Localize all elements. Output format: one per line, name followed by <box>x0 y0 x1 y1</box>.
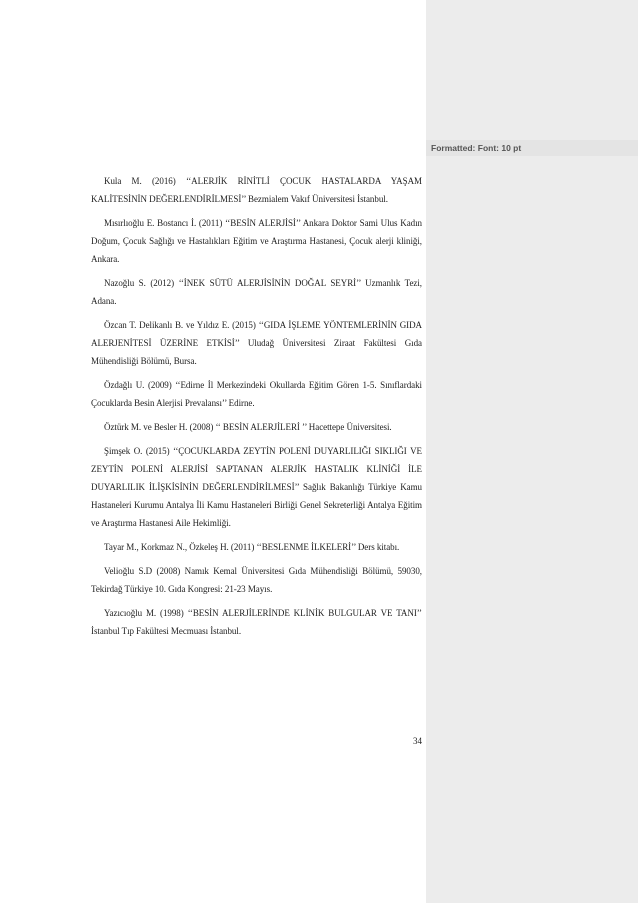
reference-entry: Şimşek O. (2015) ‘‘ÇOCUKLARDA ZEYTİN POLENİ DUYARLILIĞI SIKLIĞI VE ZEYTİN POLENİ ALERJİSİ SAPTANAN ALERJİK HASTALIK KLİNİĞİ İLE DUYARLILIK İLİŞKİSİNİN DEĞERLENDİRİLMESİ’’ Sağlık Bakanlığı Türkiye Kamu Hastaneleri Kurumu Antalya İli Kamu Hastaneleri Birliği Genel Sekreterliği Antalya Eğitim ve Araştırma Hastanesi Aile Hekimliği. <box>91 446 422 528</box>
reference-entry: Özcan T. Delikanlı B. ve Yıldız E. (2015) ‘‘GIDA İŞLEME YÖNTEMLERİNİN GIDA ALERJENİTESİ ÜZERİNE ETKİSİ’’ Uludağ Üniversitesi Ziraat Fakültesi Gıda Mühendisliği Bölümü, Bursa. <box>91 320 422 366</box>
reference-entry: Tayar M., Korkmaz N., Özkeleş H. (2011) ‘‘BESLENME İLKELERİ’’ Ders kitabı. <box>104 542 400 552</box>
reference-entry: Nazoğlu S. (2012) ‘‘İNEK SÜTÜ ALERJİSİNİN DOĞAL SEYRİ’’ Uzmanlık Tezi, Adana. <box>91 278 422 306</box>
formatting-balloon-label: Formatted: Font: 10 pt <box>431 143 522 153</box>
comment-pane <box>426 0 638 903</box>
reference-entry: Mısırlıoğlu E. Bostancı İ. (2011) ‘‘BESİN ALERJİSİ’’ Ankara Doktor Sami Ulus Kadın Doğum, Çocuk Sağlığı ve Hastalıkları Eğitim ve Araştırma Hastanesi, Çocuk alerji kliniği, Ankara. <box>91 218 422 264</box>
page-number: 34 <box>413 736 422 746</box>
reference-entry: Yazıcıoğlu M. (1998) ‘‘BESİN ALERJİLERİNDE KLİNİK BULGULAR VE TANI’’ İstanbul Tıp Fakültesi Mecmuası İstanbul. <box>91 608 422 636</box>
reference-list <box>91 172 422 646</box>
reference-entry: Özdağlı U. (2009) ‘‘Edirne İl Merkezindeki Okullarda Eğitim Gören 1-5. Sınıflardaki Çocuklarda Besin Alerjisi Prevalansı’’ Edirne. <box>91 380 422 408</box>
reference-entry: Kula M. (2016) ‘‘ALERJİK RİNİTLİ ÇOCUK HASTALARDA YAŞAM KALİTESİNİN DEĞERLENDİRİLMESİ’’ Bezmialem Vakıf Üniversitesi İstanbul. <box>91 176 422 204</box>
reference-entry: Öztürk M. ve Besler H. (2008) ‘‘ BESİN ALERJİLERİ ’’ Hacettepe Üniversitesi. <box>104 422 392 432</box>
reference-entry: Velioğlu S.D (2008) Namık Kemal Üniversitesi Gıda Mühendisliği Bölümü, 59030, Tekirdağ Türkiye 10. Gıda Kongresi: 21-23 Mayıs. <box>91 566 422 594</box>
